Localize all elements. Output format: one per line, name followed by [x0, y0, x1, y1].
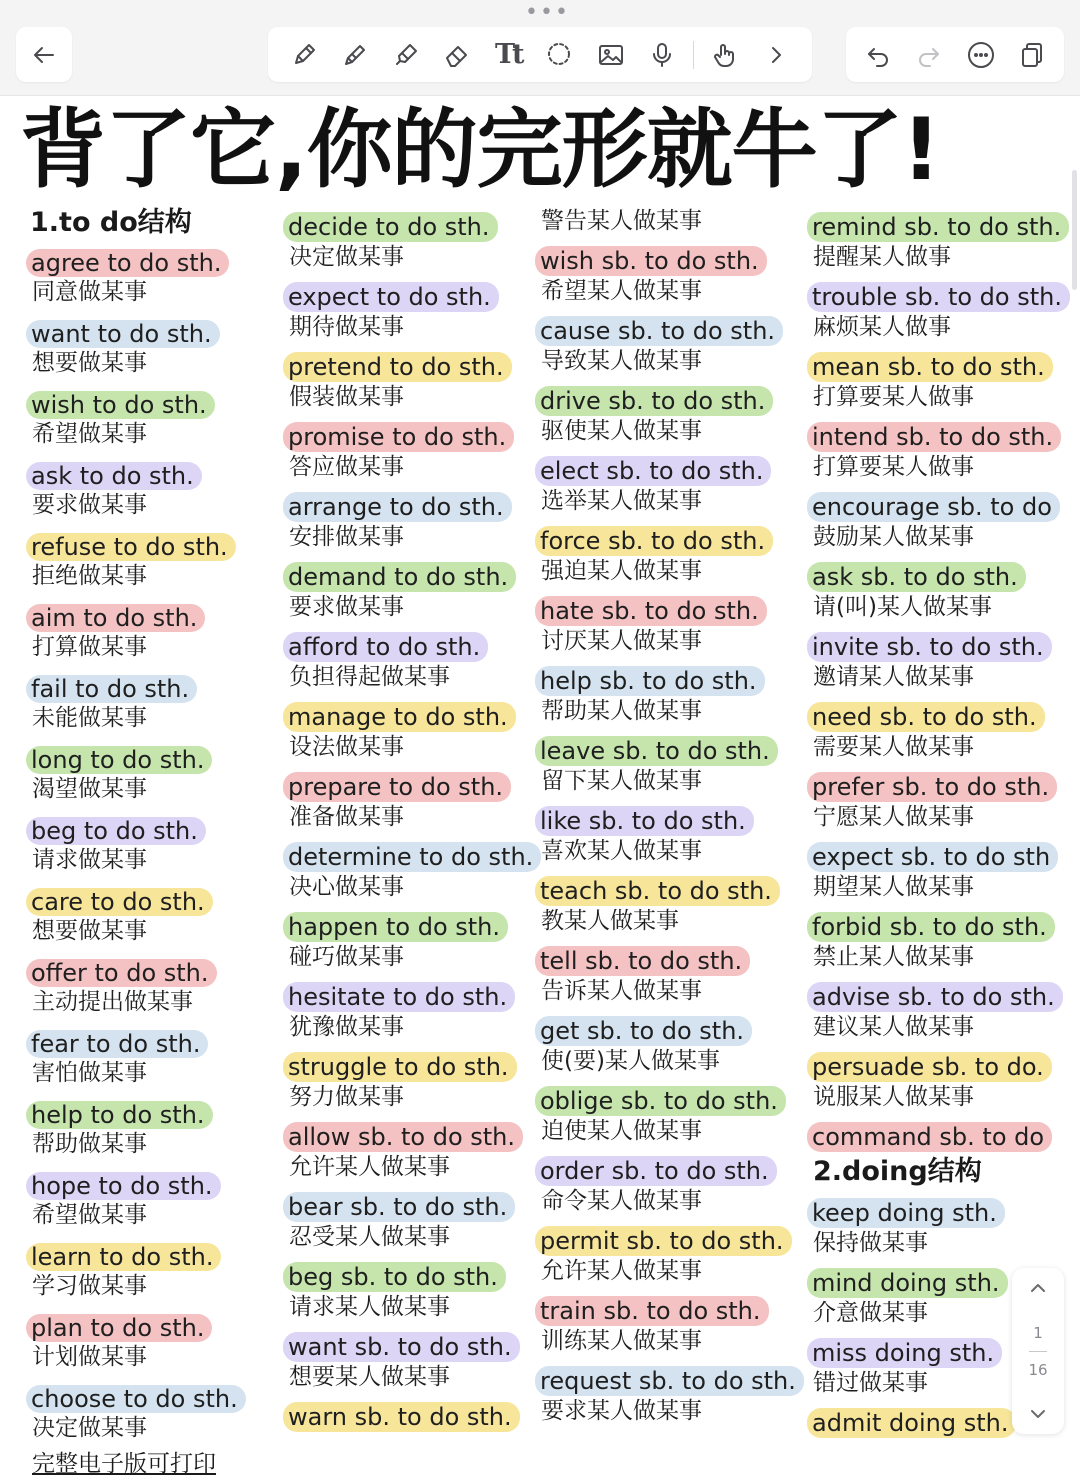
phrase-row	[535, 310, 805, 346]
page-divider	[1029, 1351, 1047, 1352]
phrase-row	[807, 696, 1069, 732]
chinese-meaning: 宁愿某人做某事	[813, 804, 974, 830]
phrase-row	[283, 1046, 533, 1082]
english-phrase: long to do sth.	[26, 746, 212, 774]
chinese-meaning: 训练某人做某事	[541, 1328, 702, 1354]
phrase-row	[283, 696, 533, 732]
chinese-meaning: 帮助某人做某事	[541, 698, 702, 724]
chevron-up-icon	[1027, 1277, 1049, 1299]
phrase-row	[807, 416, 1069, 452]
chinese-meaning: 禁止某人做某事	[813, 944, 974, 970]
section-heading-doing: 2.doing结构	[813, 1156, 982, 1187]
current-page: 1	[1033, 1323, 1043, 1342]
chinese-meaning: 警告某人做某事	[541, 208, 702, 234]
chinese-meaning: 使(要)某人做某事	[541, 1048, 720, 1074]
english-phrase: help sb. to do sth.	[535, 666, 765, 696]
english-phrase: invite sb. to do sth.	[807, 632, 1052, 662]
phrase-row	[535, 1290, 805, 1326]
english-phrase: manage to do sth.	[283, 702, 516, 732]
english-phrase: wish to do sth.	[26, 391, 215, 419]
chinese-meaning: 设法做某事	[289, 734, 404, 760]
chinese-meaning: 决定做某事	[32, 1415, 147, 1441]
phrase-row	[283, 906, 533, 942]
english-phrase: mean sb. to do sth.	[807, 352, 1053, 382]
chinese-meaning: 负担得起做某事	[289, 664, 450, 690]
english-phrase: fear to do sth.	[26, 1030, 208, 1058]
phrase-row	[26, 1376, 266, 1413]
chinese-meaning: 未能做某事	[32, 705, 147, 731]
chinese-meaning: 鼓励某人做某事	[813, 524, 974, 550]
phrase-row	[26, 453, 266, 490]
english-phrase: care to do sth.	[26, 888, 213, 916]
column-4	[807, 206, 1069, 1438]
english-phrase: help to do sth.	[26, 1101, 213, 1129]
english-phrase: decide to do sth.	[283, 212, 498, 242]
phrase-row	[26, 1234, 266, 1271]
phrase-row	[26, 595, 266, 632]
column-2-list	[283, 206, 533, 1432]
english-phrase: hope to do sth.	[26, 1172, 221, 1200]
english-phrase: force sb. to do sth.	[535, 526, 773, 556]
chinese-meaning: 忍受某人做某事	[289, 1224, 450, 1250]
english-phrase: demand to do sth.	[283, 562, 516, 592]
english-phrase: wish sb. to do sth.	[535, 246, 767, 276]
chinese-meaning: 打算要某人做事	[813, 384, 974, 410]
chinese-meaning: 学习做某事	[32, 1273, 147, 1299]
phrase-row	[807, 836, 1069, 872]
english-phrase: learn to do sth.	[26, 1243, 221, 1271]
phrase-row	[283, 416, 533, 452]
undo-icon[interactable]	[858, 35, 898, 75]
phrase-row	[283, 206, 533, 242]
english-phrase: cause sb. to do sth.	[535, 316, 783, 346]
chinese-meaning: 需要某人做某事	[813, 734, 974, 760]
chinese-meaning: 期望某人做某事	[813, 874, 974, 900]
page-up-button[interactable]	[1018, 1268, 1058, 1308]
english-phrase: beg sb. to do sth.	[283, 1262, 506, 1292]
toolbar	[0, 0, 1080, 96]
english-phrase: want sb. to do sth.	[283, 1332, 520, 1362]
phrase-row	[807, 626, 1069, 662]
chinese-meaning: 要求某人做某事	[541, 1398, 702, 1424]
column-3-list	[535, 206, 805, 1430]
phrase-row	[283, 1256, 533, 1292]
english-phrase: ask sb. to do sth.	[807, 562, 1026, 592]
phrase-row	[283, 1186, 533, 1222]
chinese-meaning: 告诉某人做某事	[541, 978, 702, 1004]
chinese-meaning: 决定做某事	[289, 244, 404, 270]
phrase-row	[26, 950, 266, 987]
phrase-row	[535, 1150, 805, 1186]
english-phrase: promise to do sth.	[283, 422, 514, 452]
highlighter-icon[interactable]	[386, 35, 426, 75]
english-phrase: miss doing sth.	[807, 1338, 1002, 1368]
chinese-meaning: 拒绝做某事	[32, 563, 147, 589]
phrase-row	[535, 1220, 805, 1256]
english-phrase: forbid sb. to do sth.	[807, 912, 1055, 942]
phrase-row	[283, 626, 533, 662]
english-phrase: need sb. to do sth.	[807, 702, 1045, 732]
phrase-row	[807, 1046, 1069, 1082]
chinese-meaning: 说服某人做某事	[813, 1084, 974, 1110]
phrase-row	[807, 906, 1069, 942]
english-phrase: afford to do sth.	[283, 632, 488, 662]
phrase-row	[535, 1080, 805, 1116]
phrase-row	[535, 660, 805, 696]
page-navigator	[1012, 1268, 1064, 1434]
microphone-icon[interactable]	[642, 35, 682, 75]
phrase-row	[283, 976, 533, 1012]
english-phrase: prepare to do sth.	[283, 772, 511, 802]
chinese-meaning: 强迫某人做某事	[541, 558, 702, 584]
chevron-down-icon	[1027, 1403, 1049, 1425]
phrase-row	[535, 730, 805, 766]
phrase-row	[283, 486, 533, 522]
english-phrase: leave sb. to do sth.	[535, 736, 778, 766]
phrase-row	[26, 808, 266, 845]
drag-handle-icon[interactable]: •••	[525, 0, 570, 25]
english-phrase: hate sb. to do sth.	[535, 596, 767, 626]
chinese-meaning: 假装做某事	[289, 384, 404, 410]
document-actions	[846, 27, 1064, 82]
chinese-meaning: 同意做某事	[32, 279, 147, 305]
chinese-meaning: 导致某人做某事	[541, 348, 702, 374]
phrase-row	[283, 556, 533, 592]
english-phrase: pretend to do sth.	[283, 352, 512, 382]
chinese-meaning: 决心做某事	[289, 874, 404, 900]
lasso-icon[interactable]	[539, 35, 579, 75]
phrase-row	[26, 1092, 266, 1129]
chinese-meaning: 迫使某人做某事	[541, 1118, 702, 1144]
phrase-row	[283, 1326, 533, 1362]
phrase-row	[535, 870, 805, 906]
chinese-meaning: 安排做某事	[289, 524, 404, 550]
chinese-meaning: 喜欢某人做某事	[541, 838, 702, 864]
chinese-meaning: 渴望做某事	[32, 776, 147, 802]
chinese-meaning: 错过做某事	[813, 1370, 928, 1396]
english-phrase: ask to do sth.	[26, 462, 202, 490]
english-phrase: warn sb. to do sth.	[283, 1402, 520, 1432]
phrase-row	[283, 1116, 533, 1152]
chinese-meaning: 打算要某人做事	[813, 454, 974, 480]
english-phrase: admit doing sth.	[807, 1408, 1016, 1438]
english-phrase: expect sb. to do sth	[807, 842, 1058, 872]
drawing-tools	[268, 27, 812, 82]
chinese-meaning: 提醒某人做事	[813, 244, 951, 270]
chinese-meaning: 要求做某事	[32, 492, 147, 518]
phrase-row	[26, 1021, 266, 1058]
chinese-meaning: 希望做某事	[32, 421, 147, 447]
phrase-row	[283, 346, 533, 382]
english-phrase: bear sb. to do sth.	[283, 1192, 515, 1222]
english-phrase: order sb. to do sth.	[535, 1156, 777, 1186]
chinese-meaning: 麻烦某人做事	[813, 314, 951, 340]
english-phrase: elect sb. to do sth.	[535, 456, 771, 486]
english-phrase: remind sb. to do sth.	[807, 212, 1069, 242]
english-phrase: arrange to do sth.	[283, 492, 512, 522]
phrase-row	[26, 311, 266, 348]
chinese-meaning: 讨厌某人做某事	[541, 628, 702, 654]
english-phrase: choose to do sth.	[26, 1385, 246, 1413]
chinese-meaning: 害怕做某事	[32, 1060, 147, 1086]
phrase-row	[26, 666, 266, 703]
chinese-meaning: 请求做某事	[32, 847, 147, 873]
chinese-meaning: 帮助做某事	[32, 1131, 147, 1157]
english-phrase: mind doing sth.	[807, 1268, 1008, 1298]
page-counter	[1028, 1308, 1047, 1394]
phrase-row	[283, 276, 533, 312]
chinese-meaning: 希望某人做某事	[541, 278, 702, 304]
english-phrase: happen to do sth.	[283, 912, 508, 942]
english-phrase: permit sb. to do sth.	[535, 1226, 792, 1256]
english-phrase: teach sb. to do sth.	[535, 876, 780, 906]
chinese-meaning: 计划做某事	[32, 1344, 147, 1370]
phrase-row	[283, 836, 533, 872]
chinese-meaning: 留下某人做某事	[541, 768, 702, 794]
chinese-meaning: 想要做某事	[32, 918, 147, 944]
english-phrase: prefer sb. to do sth.	[807, 772, 1057, 802]
chinese-meaning: 介意做某事	[813, 1300, 928, 1326]
chinese-meaning: 请求某人做某事	[289, 1294, 450, 1320]
english-phrase: refuse to do sth.	[26, 533, 236, 561]
phrase-row	[807, 976, 1069, 1012]
chinese-meaning: 保持做某事	[813, 1230, 928, 1256]
english-phrase: allow sb. to do sth.	[283, 1122, 523, 1152]
english-phrase: tell sb. to do sth.	[535, 946, 750, 976]
phrase-row	[807, 1192, 1069, 1228]
more-icon[interactable]	[961, 35, 1001, 75]
toolbar-divider	[693, 41, 694, 69]
phrase-row	[535, 380, 805, 416]
phrase-row	[26, 737, 266, 774]
chinese-meaning: 想要做某事	[32, 350, 147, 376]
redo-icon[interactable]	[909, 35, 949, 75]
column-4-list	[807, 206, 1069, 1152]
chinese-meaning: 准备做某事	[289, 804, 404, 830]
english-phrase: oblige sb. to do sth.	[535, 1086, 786, 1116]
chinese-meaning: 打算做某事	[32, 634, 147, 660]
back-button[interactable]	[16, 27, 72, 82]
chinese-meaning: 希望做某事	[32, 1202, 147, 1228]
phrase-row	[283, 766, 533, 802]
english-phrase: request sb. to do sth.	[535, 1366, 804, 1396]
english-phrase: persuade sb. to do.	[807, 1052, 1052, 1082]
english-phrase: get sb. to do sth.	[535, 1016, 752, 1046]
english-phrase: keep doing sth.	[807, 1198, 1005, 1228]
chinese-meaning: 邀请某人做某事	[813, 664, 974, 690]
english-phrase: want to do sth.	[26, 320, 220, 348]
chinese-meaning: 期待做某事	[289, 314, 404, 340]
phrase-row	[26, 1163, 266, 1200]
column-1	[26, 206, 266, 1479]
chinese-meaning: 努力做某事	[289, 1084, 404, 1110]
chinese-meaning: 想要某人做某事	[289, 1364, 450, 1390]
phrase-row	[535, 590, 805, 626]
english-phrase: agree to do sth.	[26, 249, 229, 277]
english-phrase: hesitate to do sth.	[283, 982, 515, 1012]
phrase-row	[807, 556, 1069, 592]
hand-pointer-icon[interactable]	[705, 35, 745, 75]
english-phrase: like sb. to do sth.	[535, 806, 754, 836]
chinese-meaning: 命令某人做某事	[541, 1188, 702, 1214]
scrollbar[interactable]	[1072, 170, 1077, 290]
printable-version-link[interactable]: 完整电子版可打印	[32, 1451, 216, 1477]
english-phrase: plan to do sth.	[26, 1314, 212, 1342]
chinese-meaning: 教某人做某事	[541, 908, 679, 934]
phrase-row	[535, 450, 805, 486]
english-phrase: intend sb. to do sth.	[807, 422, 1061, 452]
column-2	[283, 206, 533, 1432]
section-heading-to-do: 1.to do结构	[30, 207, 192, 238]
phrase-row	[26, 240, 266, 277]
back-arrow-icon[interactable]	[24, 35, 64, 75]
english-phrase: struggle to do sth.	[283, 1052, 517, 1082]
page-down-button[interactable]	[1018, 1394, 1058, 1434]
text-tool-glyph: Tt	[494, 39, 522, 70]
phrase-row	[26, 879, 266, 916]
english-phrase: aim to do sth.	[26, 604, 205, 632]
phrase-row	[26, 1305, 266, 1342]
phrase-row	[535, 1010, 805, 1046]
english-phrase: fail to do sth.	[26, 675, 197, 703]
pencil-icon[interactable]	[335, 35, 375, 75]
text-tool-icon[interactable]	[488, 35, 528, 75]
page-title: 背了它,你的完形就牛了!	[20, 100, 940, 200]
pages-icon[interactable]	[1012, 35, 1052, 75]
english-phrase: expect to do sth.	[283, 282, 499, 312]
phrase-row	[535, 1360, 805, 1396]
english-phrase: advise sb. to do sth.	[807, 982, 1063, 1012]
english-phrase: beg to do sth.	[26, 817, 206, 845]
chinese-meaning: 犹豫做某事	[289, 1014, 404, 1040]
chevron-right-icon[interactable]	[756, 35, 796, 75]
english-phrase: drive sb. to do sth.	[535, 386, 773, 416]
phrase-row	[807, 486, 1069, 522]
english-phrase: offer to do sth.	[26, 959, 217, 987]
chinese-meaning: 碰巧做某事	[289, 944, 404, 970]
chinese-meaning: 驱使某人做某事	[541, 418, 702, 444]
chinese-meaning: 允许某人做某事	[541, 1258, 702, 1284]
phrase-row	[283, 1396, 533, 1432]
phrase-row	[807, 1116, 1069, 1152]
phrase-row	[807, 346, 1069, 382]
column-1-list	[26, 240, 266, 1447]
phrase-row	[535, 520, 805, 556]
pen-icon[interactable]	[284, 35, 324, 75]
phrase-row	[26, 524, 266, 561]
phrase-row	[535, 940, 805, 976]
image-icon[interactable]	[591, 35, 631, 75]
phrase-row	[535, 800, 805, 836]
column-3	[535, 206, 805, 1430]
chinese-meaning: 主动提出做某事	[32, 989, 193, 1015]
eraser-icon[interactable]	[437, 35, 477, 75]
phrase-row	[807, 766, 1069, 802]
phrase-row	[807, 206, 1069, 242]
english-phrase: encourage sb. to do	[807, 492, 1060, 522]
chinese-meaning: 建议某人做某事	[813, 1014, 974, 1040]
total-pages: 16	[1028, 1360, 1048, 1379]
chinese-meaning: 允许某人做某事	[289, 1154, 450, 1180]
chinese-meaning: 要求做某事	[289, 594, 404, 620]
chinese-meaning: 请(叫)某人做某事	[813, 594, 992, 620]
phrase-row	[807, 276, 1069, 312]
english-phrase: train sb. to do sth.	[535, 1296, 769, 1326]
chinese-meaning: 答应做某事	[289, 454, 404, 480]
phrase-row	[535, 240, 805, 276]
english-phrase: command sb. to do	[807, 1122, 1052, 1152]
phrase-row	[26, 382, 266, 419]
english-phrase: trouble sb. to do sth.	[807, 282, 1070, 312]
english-phrase: determine to do sth.	[283, 842, 541, 872]
chinese-meaning: 选举某人做某事	[541, 488, 702, 514]
